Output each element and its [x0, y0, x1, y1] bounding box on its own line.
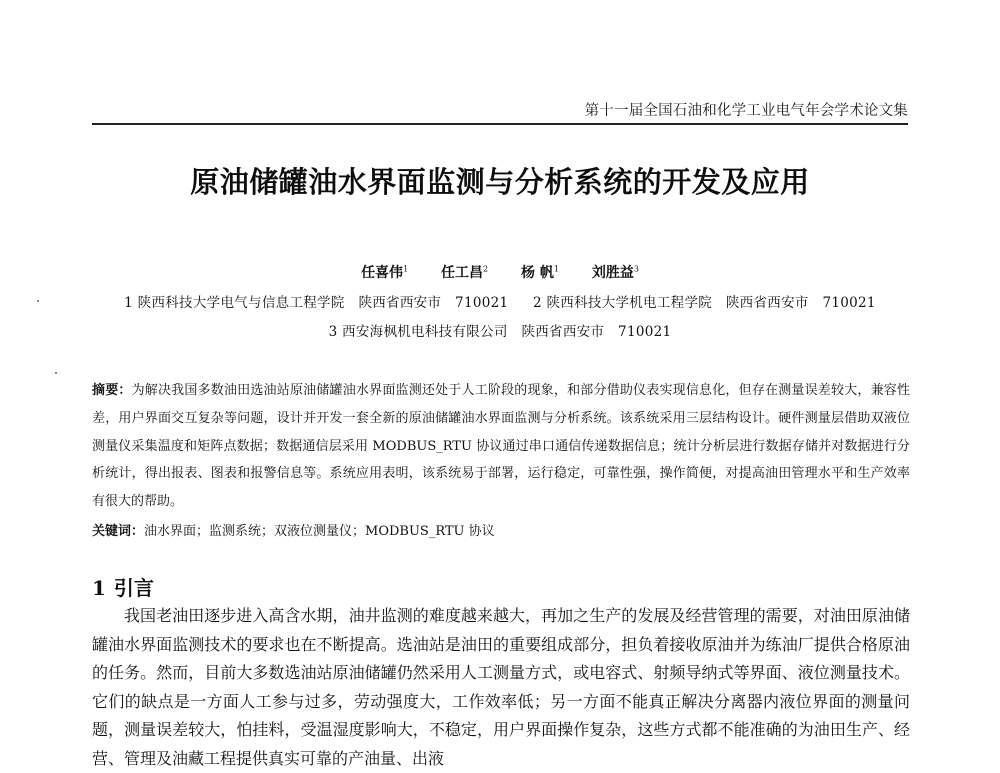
header-rule [92, 123, 908, 125]
author: 任工昌$^2$ [441, 264, 489, 281]
abstract-label: 摘要： [92, 383, 132, 398]
affiliation: 1 陕西科技大学电气与信息工程学院 陕西省西安市 710021 [124, 295, 509, 311]
body-paragraph: 我国老油田逐步进入高含水期，油井监测的难度越来越大，再加之生产的发展及经营管理的需要，对油田原油储罐油水界面监测技术的要求也在不断提高。选油站是油田的重要组成部分，担负着接收原油并为练油厂提供合格原油的任务。然而，目前大多数选油站原油储罐仍然采用人工测量方式，或电容式、射频导纳式等界面、液位测量技术。它们的缺点是一方面人工参与过多，劳动强度大，工作效率低；另一方面不能真正解决分离器内液位界面的测量问题，测量误差较大，怕挂料，受温湿度影响大，不稳定，用户界面操作复杂，这些方式都不能准确的为油田生产、经营、管理及油藏工程提供真实可靠的产油量、出液 [92, 606, 910, 768]
abstract-text: 为解决我国多数油田选油站原油储罐油水界面监测还处于人工阶段的现象，和部分借助仪表实现信息化，但存在测量误差较大，兼容性差，用户界面交互复杂等问题，设计并开发一套全新的原油储罐油水界面监测与分析系统。该系统采用三层结构设计。硬件测量层借助双液位测量仪采集温度和矩阵点数据；数据通信层采用 MODBUS_RTU 协议通过串口通信传递数据信息；统计分析层进行数据存储并对数据进行分析统计，得出报表、图表和报警信息等。系统应用表明，该系统易于部署，运行稳定，可靠性强，操作简便，对提高油田管理水平和生产效率有很大的帮助。 [92, 383, 910, 510]
author: 刘胜益$^3$ [591, 264, 639, 281]
author-list [0, 262, 1000, 282]
abstract [92, 377, 910, 516]
keywords-label: 关键词： [92, 524, 145, 539]
affiliation: 3 西安海枫机电科技有限公司 陕西省西安市 710021 [328, 324, 672, 340]
section-heading [92, 572, 154, 601]
paper-title: 原油储罐油水界面监测与分析系统的开发及应用 [190, 165, 810, 199]
affiliations-line-2 [0, 320, 1000, 340]
author: 任喜伟$^1$ [361, 264, 409, 281]
keywords [92, 520, 910, 539]
affiliations-line-1 [0, 291, 1000, 311]
affiliation: 2 陕西科技大学机电工程学院 陕西省西安市 710021 [532, 295, 876, 311]
author: 杨 帆$^1$ [521, 264, 559, 281]
section-number: 1 [92, 576, 106, 600]
running-header: 第十一届全国石油和化学工业电气年会学术论文集 [584, 103, 908, 119]
keywords-text: 油水界面；监测系统；双液位测量仪；MODBUS_RTU 协议 [144, 524, 495, 539]
section-title: 引言 [113, 576, 154, 600]
scan-speck [37, 300, 39, 302]
scan-speck [55, 372, 57, 374]
